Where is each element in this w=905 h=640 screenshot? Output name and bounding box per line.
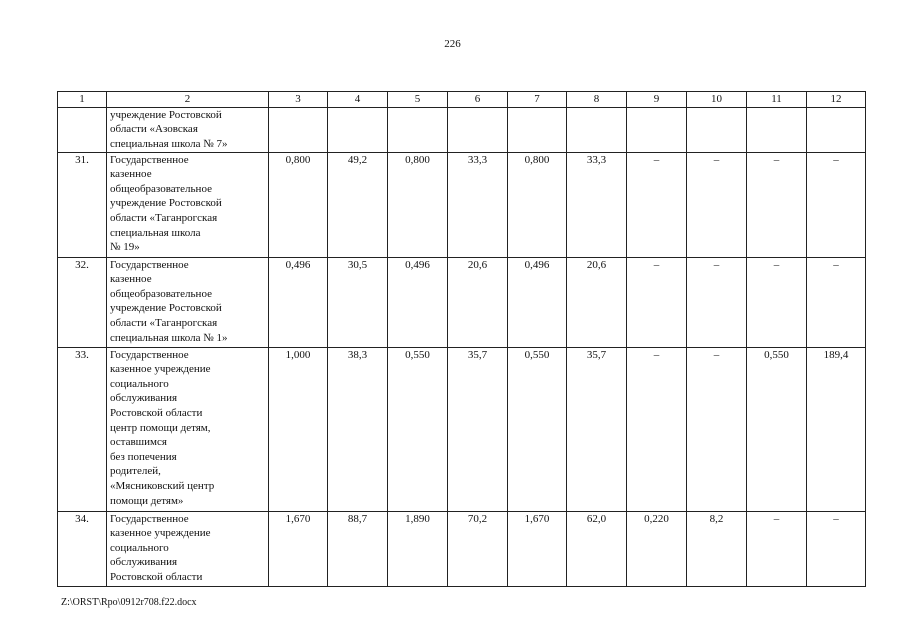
table-cell: 0,496: [269, 257, 328, 347]
table-cell: –: [687, 152, 747, 257]
row-number: 34.: [58, 511, 107, 586]
column-header: 10: [687, 92, 747, 108]
table-cell: –: [627, 257, 687, 347]
row-number: 32.: [58, 257, 107, 347]
column-header: 8: [567, 92, 627, 108]
table-cell: [807, 107, 866, 152]
table-cell: 0,800: [508, 152, 567, 257]
table-cell: [328, 107, 388, 152]
column-header: 2: [107, 92, 269, 108]
table-cell: [448, 107, 508, 152]
table-cell: 0,220: [627, 511, 687, 586]
table-row: [58, 152, 866, 257]
table-cell: 0,800: [388, 152, 448, 257]
table-cell: 1,670: [508, 511, 567, 586]
table-cell: –: [807, 152, 866, 257]
column-header: 6: [448, 92, 508, 108]
row-number: 33.: [58, 347, 107, 511]
column-header: 3: [269, 92, 328, 108]
institution-name: Государственное казенное учреждение социального обслуживания Ростовской области: [107, 511, 269, 586]
table-cell: 0,496: [388, 257, 448, 347]
table-cell: –: [747, 257, 807, 347]
table-cell: 0,550: [747, 347, 807, 511]
table-cell: 0,550: [388, 347, 448, 511]
institution-name: учреждение Ростовской области «Азовская специальная школа № 7»: [107, 107, 269, 152]
column-header: 11: [747, 92, 807, 108]
table-cell: –: [747, 511, 807, 586]
table-cell: 0,550: [508, 347, 567, 511]
table-row: [58, 257, 866, 347]
table-cell: 189,4: [807, 347, 866, 511]
table-cell: 62,0: [567, 511, 627, 586]
data-table: [57, 91, 866, 587]
table-header-row: [58, 92, 866, 108]
row-number: 31.: [58, 152, 107, 257]
table-cell: –: [627, 347, 687, 511]
table-cell: [627, 107, 687, 152]
table-cell: –: [687, 257, 747, 347]
file-path-footer: Z:\ORST\Rpo\0912r708.f22.docx: [61, 597, 197, 608]
table-cell: 49,2: [328, 152, 388, 257]
table-cell: –: [627, 152, 687, 257]
table-cell: –: [807, 511, 866, 586]
column-header: 5: [388, 92, 448, 108]
table-cell: [747, 107, 807, 152]
column-header: 12: [807, 92, 866, 108]
table-cell: [567, 107, 627, 152]
table-row: [58, 347, 866, 511]
table-cell: 1,000: [269, 347, 328, 511]
page-number: 226: [444, 38, 461, 50]
table-cell: 8,2: [687, 511, 747, 586]
table-cell: [687, 107, 747, 152]
table-cell: 20,6: [567, 257, 627, 347]
table-cell: –: [687, 347, 747, 511]
table-cell: [508, 107, 567, 152]
table-cell: 38,3: [328, 347, 388, 511]
column-header: 4: [328, 92, 388, 108]
table-cell: [269, 107, 328, 152]
table-cell: 20,6: [448, 257, 508, 347]
row-number: [58, 107, 107, 152]
table-cell: –: [807, 257, 866, 347]
table-cell: 33,3: [448, 152, 508, 257]
institution-name: Государственное казенное общеобразовательное учреждение Ростовской области «Таганрогская специальная школа № 19»: [107, 152, 269, 257]
table-cell: 1,670: [269, 511, 328, 586]
table-row: [58, 107, 866, 152]
table-cell: [388, 107, 448, 152]
institution-name: Государственное казенное общеобразовательное учреждение Ростовской области «Таганрогская специальная школа № 1»: [107, 257, 269, 347]
table-cell: 0,800: [269, 152, 328, 257]
table-cell: 30,5: [328, 257, 388, 347]
table-cell: 70,2: [448, 511, 508, 586]
table-cell: 33,3: [567, 152, 627, 257]
institution-name: Государственное казенное учреждение социального обслуживания Ростовской области центр помощи детям, оставшимся без попечения родителей, «Мясниковский центр помощи детям»: [107, 347, 269, 511]
column-header: 7: [508, 92, 567, 108]
table-cell: 35,7: [448, 347, 508, 511]
table-cell: 1,890: [388, 511, 448, 586]
table-cell: –: [747, 152, 807, 257]
table-cell: 88,7: [328, 511, 388, 586]
table-cell: 35,7: [567, 347, 627, 511]
column-header: 1: [58, 92, 107, 108]
table-row: [58, 511, 866, 586]
table-cell: 0,496: [508, 257, 567, 347]
column-header: 9: [627, 92, 687, 108]
